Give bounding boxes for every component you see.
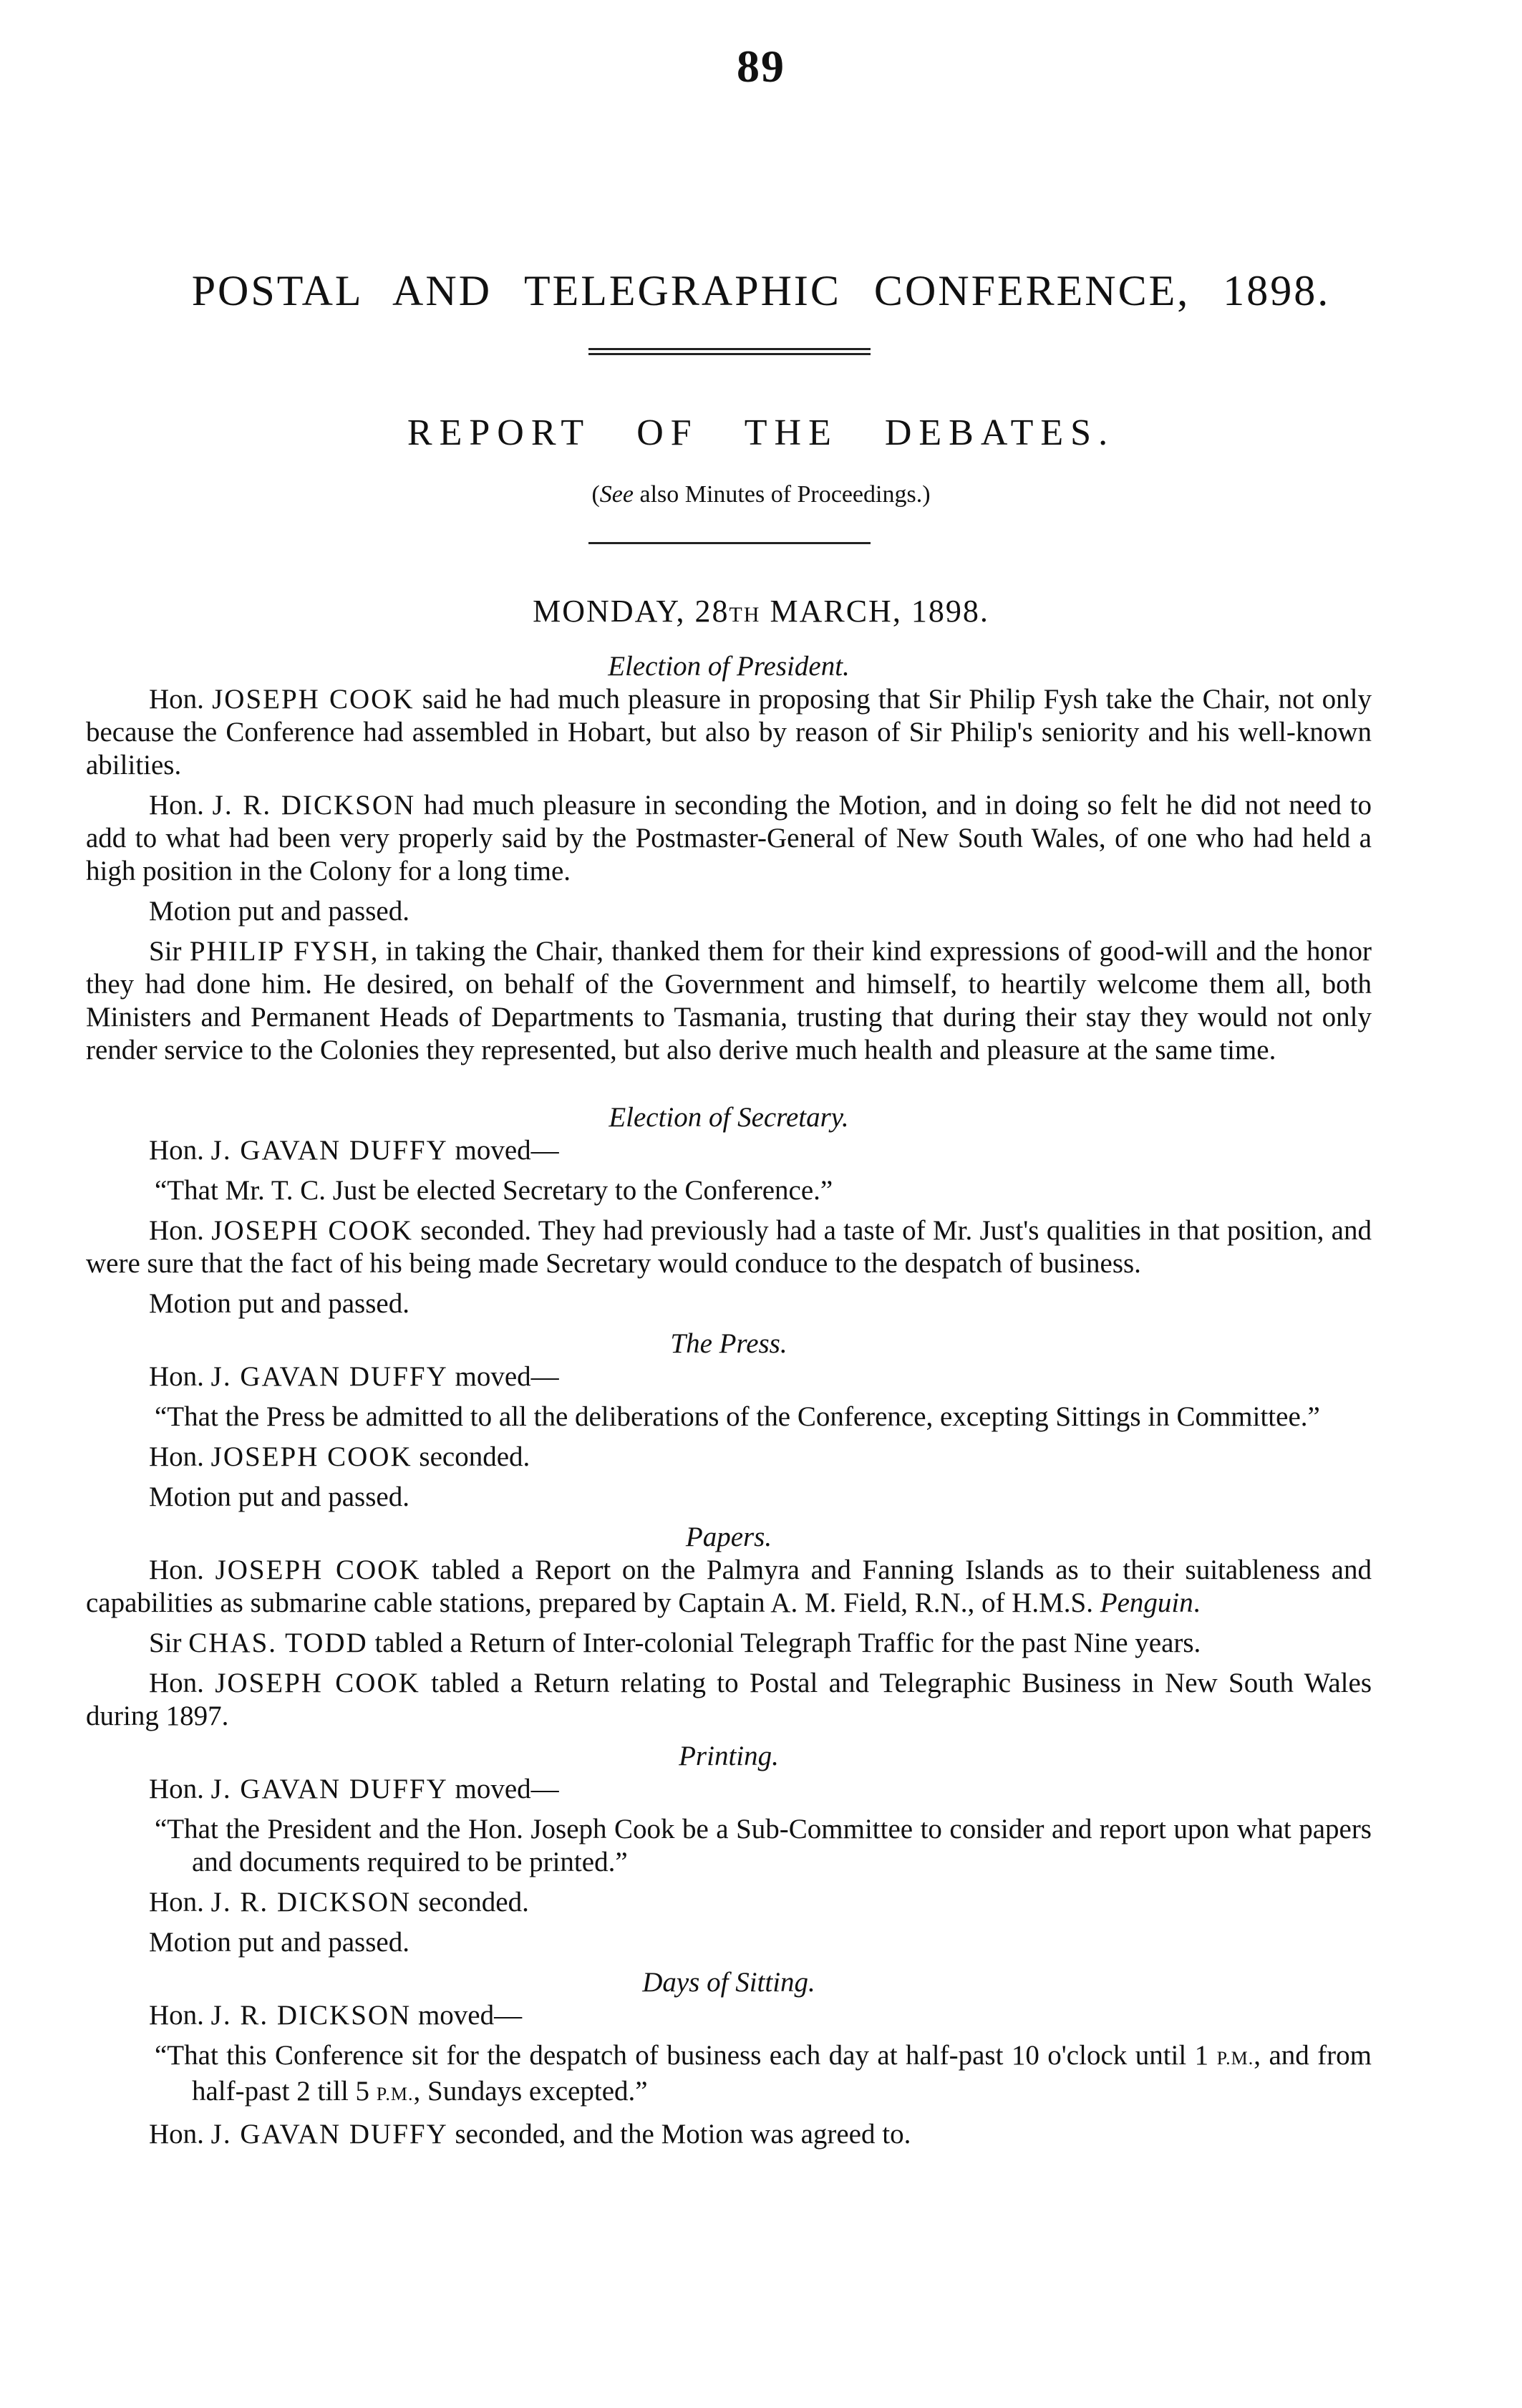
page-number: 89 xyxy=(737,41,785,92)
speaker-name: J. R. DICKSON xyxy=(210,1887,412,1918)
paragraph-text: moved— xyxy=(447,1774,559,1804)
paragraph-text: tabled a Return relating to Postal and Telegraphic Business in New South Wales during 1897. xyxy=(86,1668,1372,1731)
speaker-title: Hon. xyxy=(149,1554,215,1585)
ship-name: Penguin xyxy=(1100,1587,1193,1618)
section-printing xyxy=(86,1740,1372,1959)
section-election-of-president xyxy=(86,650,1372,1067)
paragraph xyxy=(86,1214,1372,1280)
see-also-note: (See also Minutes of Proceedings.) xyxy=(591,481,931,508)
motion-quote: “That the Press be admitted to all the deliberations of the Conference, excepting Sittings in Committee.” xyxy=(155,1401,1320,1432)
paragraph-text: seconded. They had previously had a taste of Mr. Just's qualities in that position, and were sure that the fact of his being made Secretary would conduce to the despatch of business. xyxy=(86,1215,1372,1279)
paragraph-text: seconded. xyxy=(412,1441,530,1472)
speaker-title: Hon. xyxy=(149,1668,215,1698)
debate-body xyxy=(86,650,1372,2158)
motion-result: Motion put and passed. xyxy=(149,896,409,927)
paragraph-text: moved— xyxy=(447,1135,559,1166)
paragraph xyxy=(86,789,1372,888)
section-papers xyxy=(86,1521,1372,1733)
paragraph-text: tabled a Report on the Palmyra and Fanning Islands as to their suitableness and capabilities as submarine cable stations, prepared by Captain A. M. Field, R.N., of H.M.S. xyxy=(86,1554,1372,1618)
speaker-name: CHAS. TODD xyxy=(188,1628,368,1658)
see-also-rest: also Minutes of Proceedings. xyxy=(633,481,923,508)
section-heading: Election of Secretary. xyxy=(609,1102,849,1133)
paragraph-text: seconded, and the Motion was agreed to. xyxy=(447,2119,911,2150)
paragraph-end: . xyxy=(1193,1587,1201,1618)
section-heading: Days of Sitting. xyxy=(642,1967,815,1998)
section-heading: Printing. xyxy=(679,1741,779,1771)
paragraph xyxy=(86,935,1372,1067)
section-heading: Election of President. xyxy=(608,651,850,682)
paragraph xyxy=(86,1554,1372,1620)
speaker-name: J. GAVAN DUFFY xyxy=(210,1361,448,1392)
speaker-title: Hon. xyxy=(149,1887,211,1918)
section-election-of-secretary xyxy=(86,1101,1372,1320)
section-the-press xyxy=(86,1328,1372,1514)
motion-quote: “That Mr. T. C. Just be elected Secretary to the Conference.” xyxy=(155,1175,833,1206)
speaker-name: J. R. DICKSON xyxy=(212,790,416,821)
speaker-name: JOSEPH COOK xyxy=(210,1441,412,1472)
quote-part: “That this Conference sit for the despatch of business each day at half-past 10 o'clock until 1 xyxy=(155,2040,1217,2071)
paragraph-text: had much pleasure in seconding the Motion, and in doing so felt he did not need to add to what had been very properly said by the Postmaster-General of New South Wales, of one who had held a high position in the Colony for a long time. xyxy=(86,790,1372,886)
quote-part: , Sundays excepted.” xyxy=(413,2076,648,2107)
speaker-name: J. GAVAN DUFFY xyxy=(210,2119,448,2150)
speaker-title: Hon. xyxy=(149,1361,211,1392)
speaker-name: JOSEPH COOK xyxy=(212,684,415,715)
speaker-title: Hon. xyxy=(149,684,213,715)
paragraph-text: seconded. xyxy=(411,1887,529,1918)
date-suffix: TH xyxy=(729,603,761,627)
motion-quote: “That the President and the Hon. Joseph Cook be a Sub-Committee to consider and report upon what papers and documents required to be printed.” xyxy=(155,1814,1372,1877)
speaker-title: Hon. xyxy=(149,1441,211,1472)
paragraph xyxy=(86,1773,1372,1806)
motion-result: Motion put and passed. xyxy=(149,1927,409,1958)
speaker-name: JOSEPH COOK xyxy=(215,1668,420,1698)
paragraph xyxy=(86,683,1372,782)
speaker-title: Hon. xyxy=(149,1135,211,1166)
date-part-1: MONDAY, 28 xyxy=(533,594,730,629)
speaker-name: JOSEPH COOK xyxy=(211,1215,413,1246)
speaker-title: Hon. xyxy=(149,790,213,821)
paragraph xyxy=(86,1627,1372,1660)
paragraph xyxy=(86,1134,1372,1167)
paragraph-text: moved— xyxy=(447,1361,559,1392)
session-date xyxy=(0,593,1522,629)
speaker-name: J. GAVAN DUFFY xyxy=(210,1135,448,1166)
speaker-title: Hon. xyxy=(149,1215,212,1246)
speaker-title: Hon. xyxy=(149,2000,211,2031)
paragraph xyxy=(86,1667,1372,1733)
speaker-name: J. GAVAN DUFFY xyxy=(210,1774,448,1804)
quote-part: , and from half-past 2 till 5 xyxy=(192,2040,1372,2107)
paragraph xyxy=(86,1886,1372,1919)
speaker-title: Hon. xyxy=(149,2119,211,2150)
section-heading: Papers. xyxy=(685,1522,772,1552)
time-suffix: P.M. xyxy=(1216,2048,1254,2069)
speaker-name: JOSEPH COOK xyxy=(215,1554,421,1585)
paragraph xyxy=(86,1360,1372,1393)
paragraph-text: , in taking the Chair, thanked them for their kind expressions of good-will and the honor they had done him. He desired, on behalf of the Government and himself, to heartily welcome them all, both Ministers and Permanent Heads of Departments to Tasmania, trusting that during their stay they would not only render service to the Colonies they represented, but also derive much health and pleasure at the same time. xyxy=(86,936,1372,1065)
paragraph xyxy=(86,1999,1372,2032)
motion-result: Motion put and passed. xyxy=(149,1481,409,1512)
see-also-see: See xyxy=(599,481,634,508)
paragraph-text: moved— xyxy=(411,2000,523,2031)
report-subtitle: REPORT OF THE DEBATES. xyxy=(407,412,1115,453)
paragraph-text: said he had much pleasure in proposing that Sir Philip Fysh take the Chair, not only because the Conference had assembled in Hobart, but also by reason of Sir Philip's seniority and his well-known abilities. xyxy=(86,684,1372,780)
paragraph xyxy=(86,1441,1372,1474)
speaker-title: Hon. xyxy=(149,1774,211,1804)
speaker-title: Sir xyxy=(149,1628,189,1658)
document-title: POSTAL AND TELEGRAPHIC CONFERENCE, 1898. xyxy=(191,267,1331,314)
section-days-of-sitting xyxy=(86,1966,1372,2151)
paragraph xyxy=(86,2118,1372,2151)
date-part-2: MARCH, 1898. xyxy=(760,594,989,629)
speaker-name: J. R. DICKSON xyxy=(210,2000,412,2031)
speaker-name: PHILIP FYSH xyxy=(189,936,371,967)
single-rule-divider xyxy=(588,542,871,544)
section-heading: The Press. xyxy=(670,1328,787,1359)
motion-result: Motion put and passed. xyxy=(149,1288,409,1319)
paragraph-text: tabled a Return of Inter-colonial Telegraph Traffic for the past Nine years. xyxy=(367,1628,1201,1658)
speaker-title: Sir xyxy=(149,936,190,967)
motion-quote xyxy=(155,2039,1372,2111)
double-rule-divider xyxy=(588,348,871,355)
time-suffix: P.M. xyxy=(376,2084,414,2104)
